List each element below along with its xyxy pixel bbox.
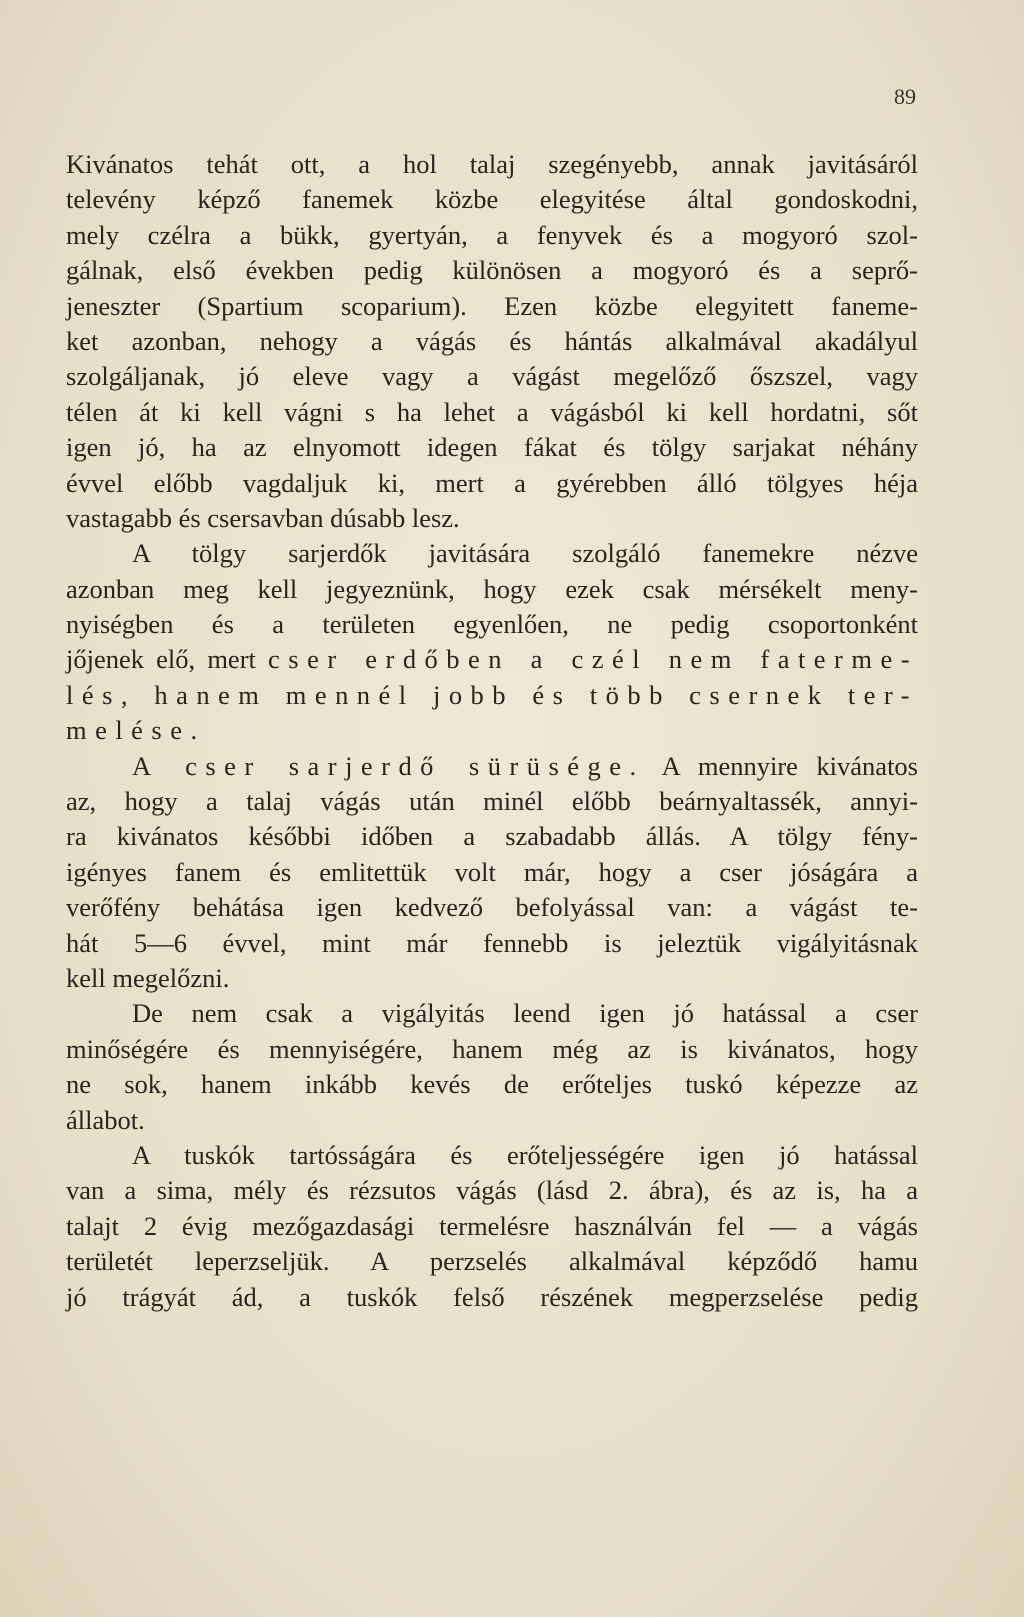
text-run: A mennyire kivánatos <box>644 750 918 781</box>
body-text <box>66 147 918 1315</box>
text-line: azonban meg kell jegyeznünk, hogy ezek csak mérsékelt meny- <box>66 573 918 604</box>
paragraph <box>66 536 918 748</box>
text-line: jeneszter (Spartium scoparium). Ezen közbe elegyitett faneme- <box>66 290 918 321</box>
spaced-emphasis: melése. <box>66 715 206 746</box>
text-line: Kivánatos tehát ott, a hol talaj szegényebb, annak javitásáról <box>66 149 918 179</box>
text-run: jőjenek elő, mert <box>66 644 269 675</box>
text-line <box>66 642 918 677</box>
paragraph <box>66 749 918 997</box>
text-line: mely czélra a bükk, gyertyán, a fenyvek és a mogyoró szol- <box>66 219 918 250</box>
text-line: A tuskók tartósságára és erőteljességére igen jó hatással <box>132 1139 918 1170</box>
text-line <box>66 749 918 784</box>
text-line: A tölgy sarjerdők javitására szolgáló fanemekre nézve <box>132 538 918 569</box>
text-line: télen át ki kell vágni s ha lehet a vágásból ki kell hordatni, sőt <box>66 396 918 427</box>
text-line: vastagabb és csersavban dúsabb lesz. <box>66 502 460 533</box>
text-line: állabot. <box>66 1104 145 1135</box>
text-line: igényes fanem és emlitettük volt már, hogy a cser jóságára a <box>66 856 918 887</box>
section-heading: A cser sarjerdő sürüsége. <box>132 750 645 781</box>
text-line: van a sima, mély és rézsutos vágás (lásd 2. ábra), és az is, ha a <box>66 1175 918 1206</box>
text-line: ket azonban, nehogy a vágás és hántás alkalmával akadályul <box>66 325 918 356</box>
spaced-emphasis: lés, hanem mennél jobb és több csernek ter- <box>66 679 918 710</box>
text-line: az, hogy a talaj vágás után minél előbb beárnyaltassék, annyi- <box>66 786 918 817</box>
page-number: 89 <box>894 84 916 109</box>
paragraph <box>66 1138 918 1315</box>
text-line: De nem csak a vigályitás leend igen jó hatással a cser <box>132 998 918 1029</box>
text-line: verőfény behátása igen kedvező befolyással van: a vágást te- <box>66 892 918 923</box>
text-line: kell megelőzni. <box>66 962 230 993</box>
text-line: ne sok, hanem inkább kevés de erőteljes tuskó képezze az <box>66 1069 918 1100</box>
text-line: gálnak, első években pedig különösen a mogyoró és a seprő- <box>66 255 918 286</box>
text-line: talajt 2 évig mezőgazdasági termelésre használván fel — a vágás <box>66 1210 918 1241</box>
text-line: területét leperzseljük. A perzselés alkalmával képződő hamu <box>66 1246 918 1277</box>
text-line: ra kivánatos későbbi időben a szabadabb állás. A tölgy fény- <box>66 821 918 852</box>
paragraph <box>66 996 918 1138</box>
text-line: minőségére és mennyiségére, hanem még az is kivánatos, hogy <box>66 1033 918 1064</box>
text-line: hát 5—6 évvel, mint már fennebb is jeleztük vigályitásnak <box>66 927 918 958</box>
spaced-emphasis: cser erdőben a czél nem faterme- <box>268 644 918 675</box>
paragraph <box>66 147 918 536</box>
text-line: évvel előbb vagdaljuk ki, mert a gyérebben álló tölgyes héja <box>66 467 918 498</box>
text-line: nyiségben és a területen egyenlően, ne pedig csoportonként <box>66 609 918 640</box>
text-line: jó trágyát ád, a tuskók felső részének megperzselése pedig <box>66 1281 918 1312</box>
text-line: szolgáljanak, jó eleve vagy a vágást megelőző őszszel, vagy <box>66 361 918 392</box>
text-line: igen jó, ha az elnyomott idegen fákat és tölgy sarjakat néhány <box>66 432 918 463</box>
text-line: televény képző fanemek közbe elegyitése által gondoskodni, <box>66 184 918 215</box>
